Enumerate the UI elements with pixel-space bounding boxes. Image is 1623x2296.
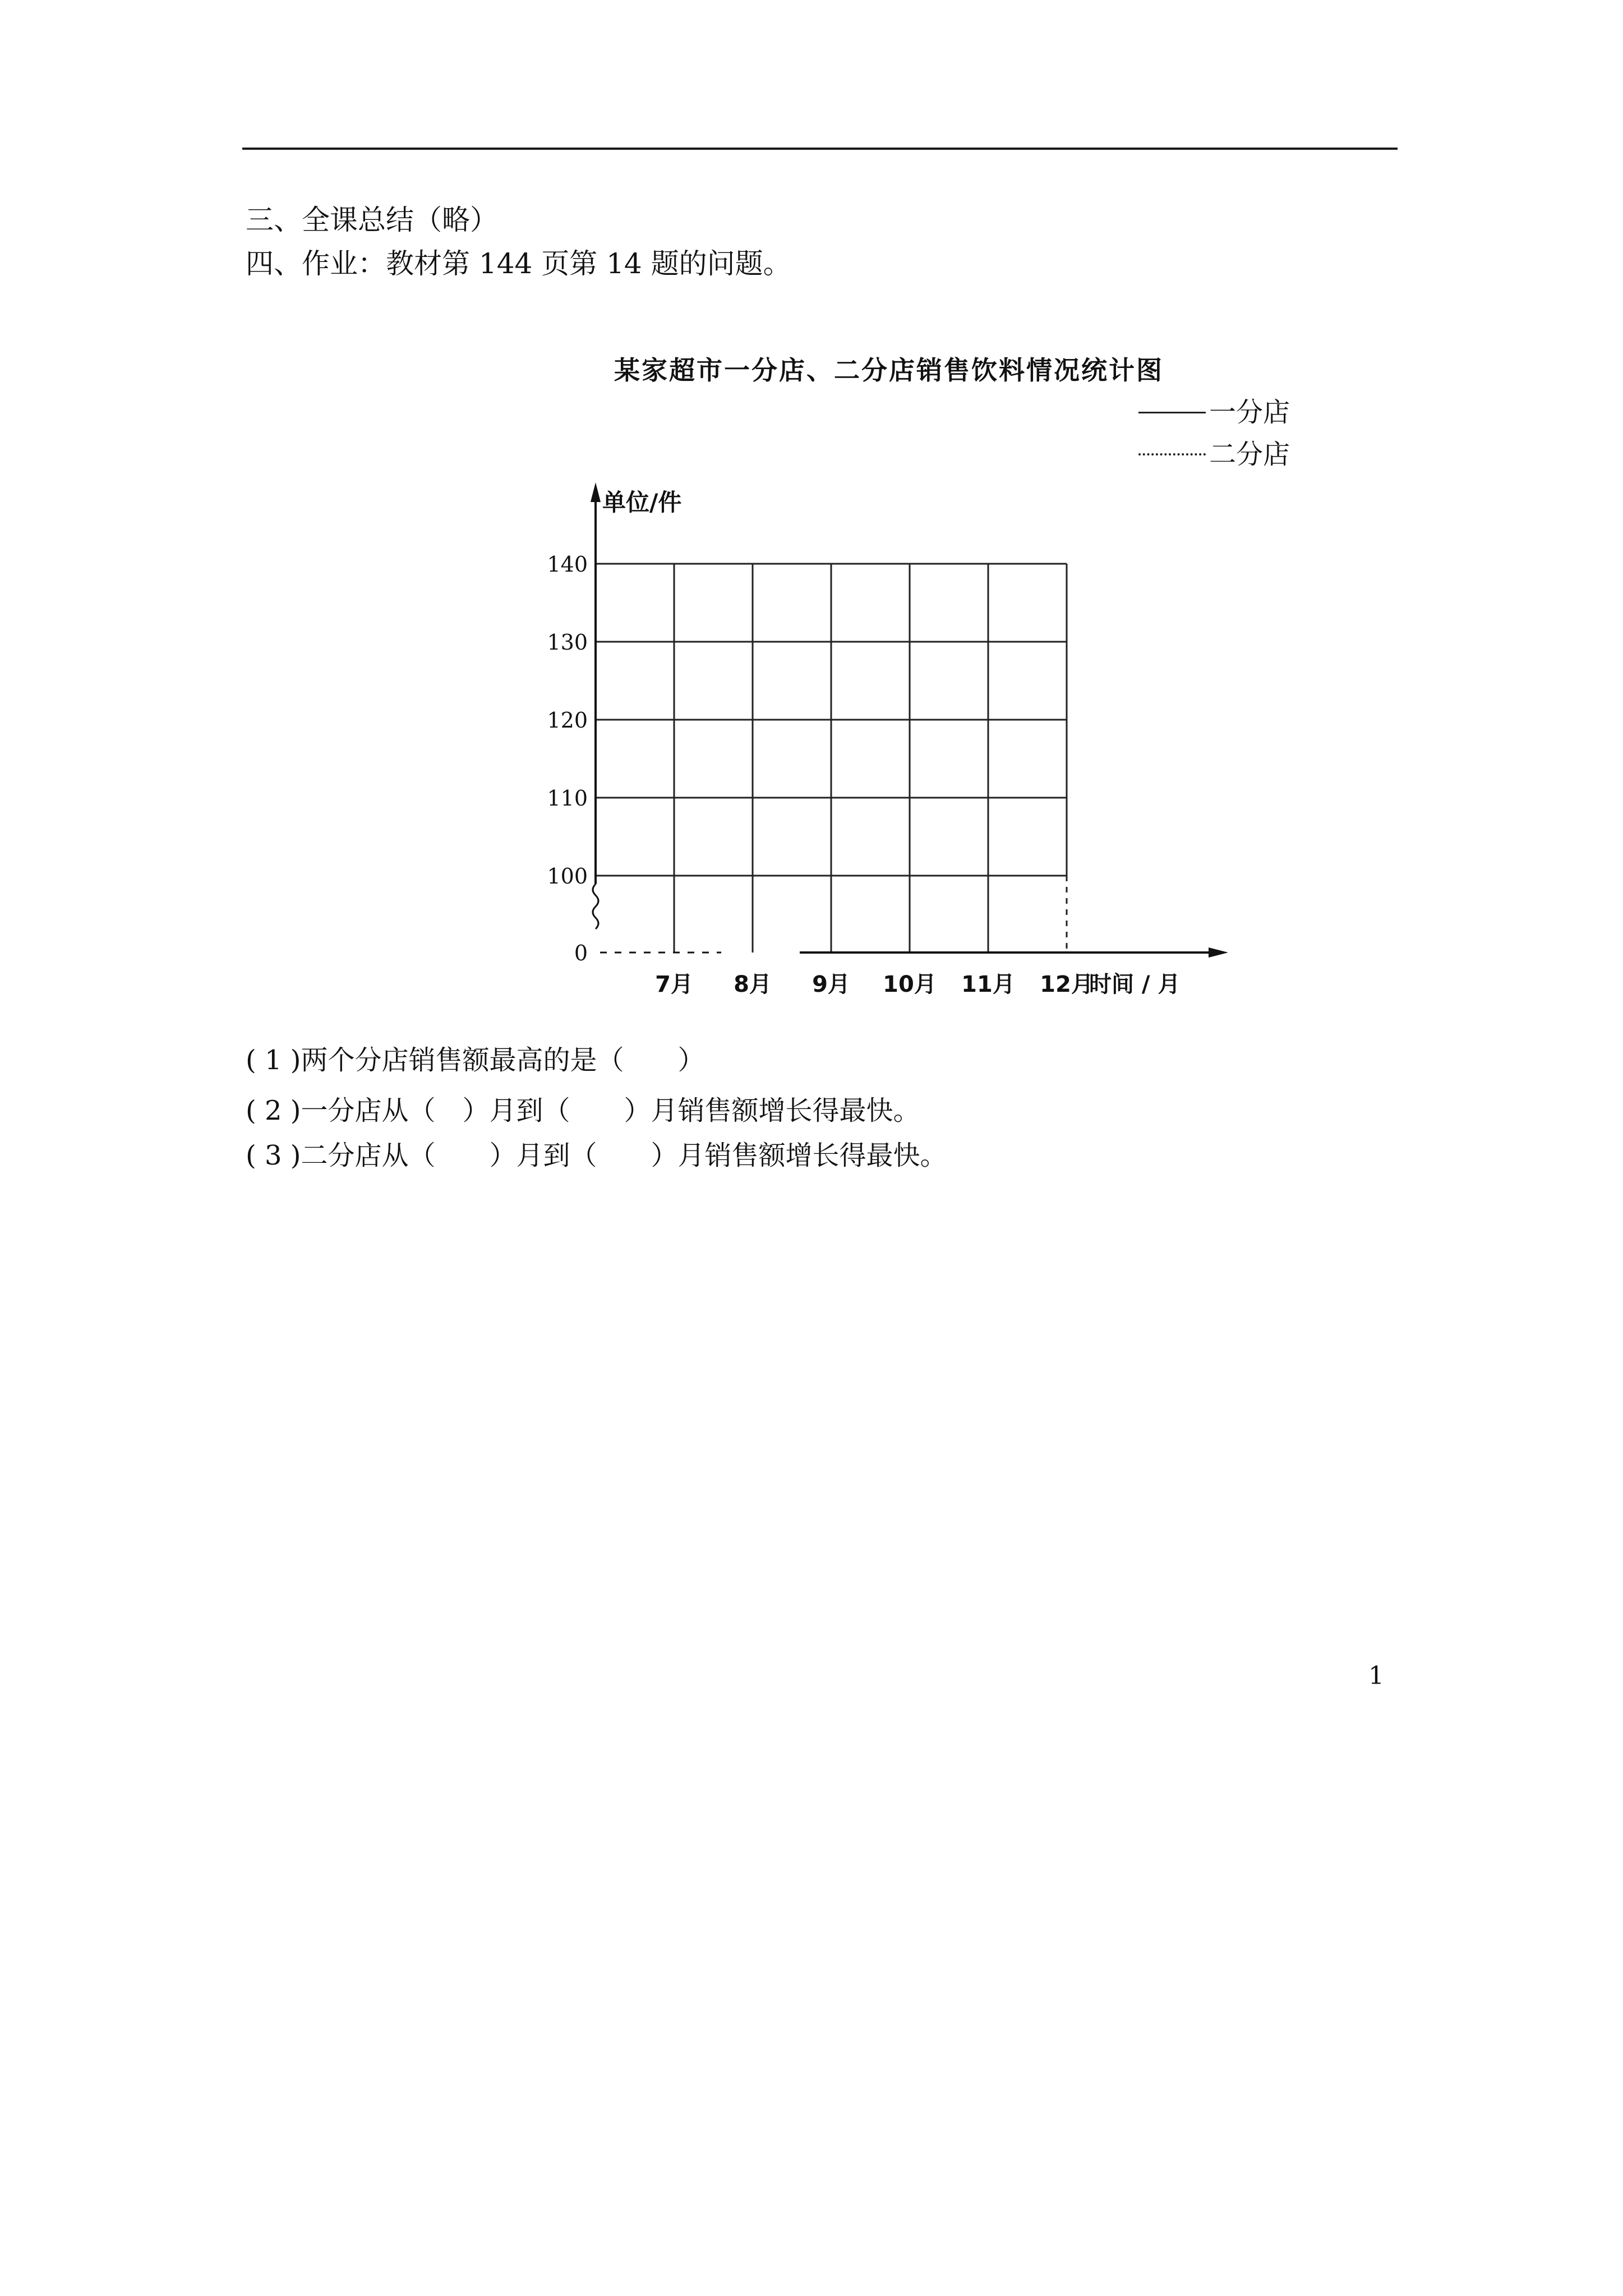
legend-item-branch-2: [1138, 438, 1290, 471]
y-tick-label: 120: [547, 708, 588, 733]
x-tick-label: 11月: [961, 972, 1015, 997]
chart-title: 某家超市一分店、二分店销售饮料情况统计图: [614, 355, 1164, 385]
question-2: ( 2 )一分店从（ ）月到（ ）月销售额增长得最快。: [246, 1095, 920, 1126]
legend-solid-line: [1138, 412, 1206, 413]
page-number: 1: [1368, 1662, 1384, 1690]
y-tick-label: 110: [547, 786, 588, 811]
legend-label-branch-1: 一分店: [1209, 397, 1290, 428]
x-tick-label: 7月: [655, 972, 693, 997]
legend-dotted-line: [1138, 453, 1206, 455]
legend-label-branch-2: 二分店: [1209, 439, 1290, 470]
header-rule: [242, 148, 1398, 150]
x-tick-label: 9月: [812, 972, 850, 997]
x-tick-label: 10月: [883, 972, 937, 997]
y-axis-label: 单位/件: [602, 489, 682, 516]
x-axis-arrow: [1209, 947, 1228, 958]
question-1: ( 1 )两个分店销售额最高的是（ ）: [246, 1045, 705, 1076]
y-tick-label: 130: [547, 630, 588, 655]
legend-item-branch-1: [1138, 395, 1290, 429]
x-tick-label: 8月: [734, 972, 772, 997]
y-tick-label: 140: [547, 552, 588, 577]
line-chart: [527, 477, 1267, 1010]
y-tick-label: 100: [547, 864, 588, 889]
homework-line: 四、作业：教材第 144 页第 14 题的问题。: [246, 247, 791, 280]
x-axis-label: 时间 / 月: [1089, 972, 1181, 997]
summary-line: 三、全课总结（略）: [246, 204, 498, 236]
x-tick-label: 12月: [1040, 972, 1094, 997]
y-axis-arrow: [591, 482, 601, 502]
axis-break: [593, 884, 598, 929]
question-3: ( 3 )二分店从（ ）月到（ ）月销售额增长得最快。: [246, 1140, 947, 1171]
y-tick-label: 0: [574, 941, 588, 965]
